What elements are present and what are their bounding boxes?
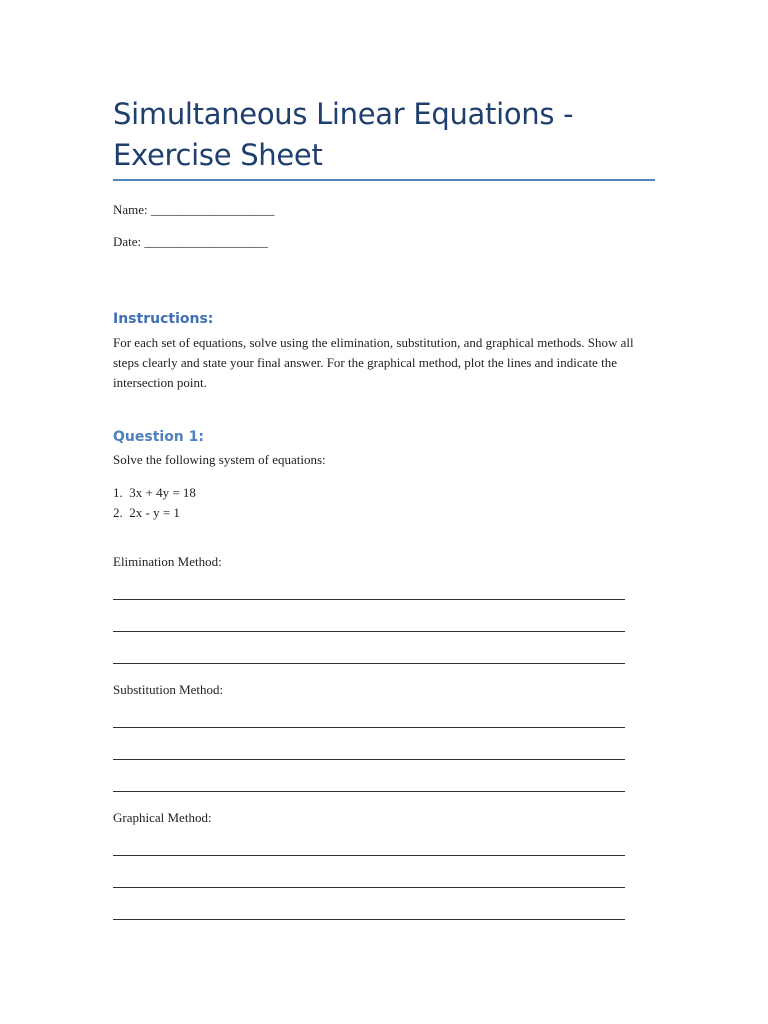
elimination-answer-line[interactable] bbox=[113, 663, 625, 664]
substitution-answer-line[interactable] bbox=[113, 759, 625, 760]
substitution-answer-line[interactable] bbox=[113, 791, 625, 792]
graphical-method-label: Graphical Method: bbox=[113, 810, 212, 825]
instructions-heading: Instructions: bbox=[113, 311, 214, 327]
equation-item: 1. 3x + 4y = 18 bbox=[113, 485, 196, 500]
question-1-prompt: Solve the following system of equations: bbox=[113, 452, 326, 467]
graphical-answer-line[interactable] bbox=[113, 919, 625, 920]
date-field: Date: ___________________ bbox=[113, 234, 268, 249]
question-1-heading: Question 1: bbox=[113, 429, 204, 445]
graphical-answer-line[interactable] bbox=[113, 855, 625, 856]
title-divider bbox=[113, 179, 655, 181]
graphical-answer-line[interactable] bbox=[113, 887, 625, 888]
substitution-answer-line[interactable] bbox=[113, 727, 625, 728]
substitution-method-label: Substitution Method: bbox=[113, 682, 224, 697]
elimination-answer-line[interactable] bbox=[113, 631, 625, 632]
elimination-method-label: Elimination Method: bbox=[113, 554, 222, 569]
name-field: Name: ___________________ bbox=[113, 202, 275, 217]
instructions-text: For each set of equations, solve using the elimination, substitution, and graphical methods. Show all steps clearly and state your final answer. For the graphical method, plot the lines and indicate the intersection point. bbox=[113, 335, 634, 390]
equation-list bbox=[113, 483, 196, 523]
equation-item: 2. 2x - y = 1 bbox=[113, 505, 180, 520]
elimination-answer-line[interactable] bbox=[113, 599, 625, 600]
page-title: Simultaneous Linear Equations - Exercise Sheet bbox=[113, 97, 574, 172]
